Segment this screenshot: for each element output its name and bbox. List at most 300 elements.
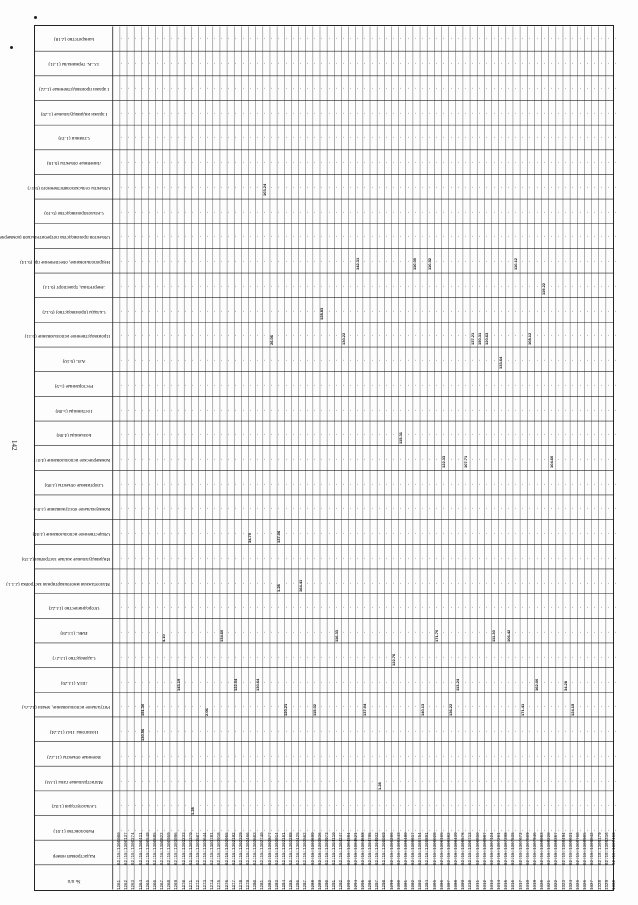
row-number: 1265 — [147, 880, 151, 890]
empty-cell-mark: - — [412, 38, 417, 39]
empty-cell-mark: - — [519, 483, 524, 484]
empty-cell-mark: - — [426, 211, 431, 212]
empty-cell-mark: - — [440, 88, 445, 89]
empty-cell-mark: - — [526, 632, 531, 633]
empty-cell-mark: - — [455, 459, 460, 460]
cadastral-number: 62:15:1303151 — [283, 833, 287, 866]
empty-cell-mark: - — [534, 483, 539, 484]
empty-cell-mark: - — [347, 236, 352, 237]
column-header-label: Огородничество (13.22) — [38, 604, 110, 610]
empty-cell-mark: - — [426, 384, 431, 385]
empty-cell-mark: - — [569, 731, 574, 732]
empty-cell-mark: - — [598, 261, 603, 262]
empty-cell-mark: - — [383, 607, 388, 608]
empty-cell-mark: - — [333, 459, 338, 460]
empty-cell-mark: - — [283, 186, 288, 187]
empty-cell-mark: - — [605, 780, 610, 781]
empty-cell-mark: - — [584, 88, 589, 89]
empty-cell-mark: - — [498, 162, 503, 163]
row-number: 1321 — [548, 880, 552, 890]
empty-cell-mark: - — [483, 360, 488, 361]
empty-cell-mark: - — [204, 657, 209, 658]
empty-cell-mark: - — [369, 681, 374, 682]
empty-cell-mark: - — [311, 112, 316, 113]
empty-cell-mark: - — [204, 409, 209, 410]
empty-cell-mark: - — [189, 261, 194, 262]
empty-cell-mark: - — [175, 533, 180, 534]
empty-cell-mark: - — [548, 63, 553, 64]
empty-cell-mark: - — [419, 162, 424, 163]
empty-cell-mark: - — [491, 657, 496, 658]
column-header — [35, 546, 113, 571]
empty-cell-mark: - — [354, 582, 359, 583]
empty-cell-mark: - — [304, 657, 309, 658]
empty-cell-mark: - — [311, 38, 316, 39]
empty-cell-mark: - — [469, 261, 474, 262]
empty-cell-mark: - — [132, 434, 137, 435]
empty-cell-mark: - — [175, 236, 180, 237]
empty-cell-mark: - — [577, 830, 582, 831]
empty-cell-mark: - — [225, 681, 230, 682]
empty-cell-mark: - — [433, 236, 438, 237]
column-header-label: Ритуальное использование, земли (12.25) — [38, 703, 110, 709]
empty-cell-mark: - — [261, 434, 266, 435]
empty-cell-mark: - — [211, 582, 216, 583]
empty-cell-mark: - — [311, 756, 316, 757]
empty-cell-mark: - — [304, 830, 309, 831]
empty-cell-mark: - — [297, 657, 302, 658]
empty-cell-mark: - — [297, 434, 302, 435]
empty-cell-mark: - — [426, 657, 431, 658]
empty-cell-mark: - — [448, 211, 453, 212]
empty-cell-mark: - — [361, 162, 366, 163]
empty-cell-mark: - — [455, 285, 460, 286]
empty-cell-mark: - — [448, 186, 453, 187]
table-cell-value: 137.04 — [362, 704, 367, 716]
empty-cell-mark: - — [577, 186, 582, 187]
empty-cell-mark: - — [175, 137, 180, 138]
empty-cell-mark: - — [333, 186, 338, 187]
empty-cell-mark: - — [476, 681, 481, 682]
empty-cell-mark: - — [440, 756, 445, 757]
empty-cell-mark: - — [132, 756, 137, 757]
empty-cell-mark: - — [182, 483, 187, 484]
empty-cell-mark: - — [591, 162, 596, 163]
column-header-label: Линейные объекты (6.18) — [38, 159, 110, 165]
empty-cell-mark: - — [211, 632, 216, 633]
empty-cell-mark: - — [268, 38, 273, 39]
cadastral-number: 62:15:1304658 — [362, 833, 366, 866]
empty-cell-mark: - — [569, 261, 574, 262]
empty-cell-mark: - — [146, 780, 151, 781]
scan-speck — [34, 16, 37, 19]
empty-cell-mark: - — [211, 211, 216, 212]
empty-cell-mark: - — [426, 310, 431, 311]
empty-cell-mark: - — [168, 38, 173, 39]
empty-cell-mark: - — [297, 261, 302, 262]
empty-cell-mark: - — [462, 756, 467, 757]
empty-cell-mark: - — [469, 706, 474, 707]
empty-cell-mark: - — [161, 533, 166, 534]
empty-cell-mark: - — [577, 409, 582, 410]
empty-cell-mark: - — [534, 657, 539, 658]
empty-cell-mark: - — [455, 162, 460, 163]
empty-cell-mark: - — [132, 384, 137, 385]
empty-cell-mark: - — [405, 384, 410, 385]
empty-cell-mark: - — [383, 112, 388, 113]
empty-cell-mark: - — [139, 632, 144, 633]
empty-cell-mark: - — [132, 731, 137, 732]
empty-cell-mark: - — [369, 731, 374, 732]
empty-cell-mark: - — [197, 756, 202, 757]
empty-cell-mark: - — [390, 186, 395, 187]
empty-cell-mark: - — [405, 38, 410, 39]
empty-cell-mark: - — [519, 558, 524, 559]
empty-cell-mark: - — [462, 731, 467, 732]
empty-cell-mark: - — [541, 236, 546, 237]
empty-cell-mark: - — [498, 756, 503, 757]
row-number: 1329 — [606, 880, 610, 890]
empty-cell-mark: - — [569, 607, 574, 608]
empty-cell-mark: - — [154, 384, 159, 385]
empty-cell-mark: - — [598, 186, 603, 187]
empty-cell-mark: - — [519, 805, 524, 806]
empty-cell-mark: - — [541, 162, 546, 163]
empty-cell-mark: - — [189, 756, 194, 757]
row-number: 1305 — [434, 880, 438, 890]
row-number: 1286 — [297, 880, 301, 890]
empty-cell-mark: - — [347, 632, 352, 633]
empty-cell-mark: - — [297, 483, 302, 484]
empty-cell-mark: - — [505, 310, 510, 311]
empty-cell-mark: - — [132, 112, 137, 113]
empty-cell-mark: - — [505, 137, 510, 138]
cadastral-number: 62:15:1307535 — [512, 833, 516, 866]
empty-cell-mark: - — [562, 830, 567, 831]
empty-cell-mark: - — [469, 137, 474, 138]
empty-cell-mark: - — [455, 335, 460, 336]
column-header — [35, 669, 113, 694]
empty-cell-mark: - — [376, 558, 381, 559]
empty-cell-mark: - — [197, 63, 202, 64]
empty-cell-mark: - — [433, 162, 438, 163]
empty-cell-mark: - — [333, 63, 338, 64]
empty-cell-mark: - — [569, 63, 574, 64]
empty-cell-mark: - — [146, 310, 151, 311]
empty-cell-mark: - — [548, 805, 553, 806]
empty-cell-mark: - — [562, 632, 567, 633]
empty-cell-mark: - — [247, 162, 252, 163]
table-cell-value: 137.21 — [470, 332, 475, 344]
empty-cell-mark: - — [591, 780, 596, 781]
empty-cell-mark: - — [118, 186, 123, 187]
empty-cell-mark: - — [326, 335, 331, 336]
empty-cell-mark: - — [240, 508, 245, 509]
empty-cell-mark: - — [118, 582, 123, 583]
empty-cell-mark: - — [440, 360, 445, 361]
empty-cell-mark: - — [240, 706, 245, 707]
empty-cell-mark: - — [297, 137, 302, 138]
column-header — [35, 818, 113, 843]
empty-cell-mark: - — [591, 706, 596, 707]
empty-cell-mark: - — [369, 112, 374, 113]
empty-cell-mark: - — [512, 508, 517, 509]
empty-cell-mark: - — [247, 285, 252, 286]
row-number: 1307 — [448, 880, 452, 890]
empty-cell-mark: - — [462, 533, 467, 534]
empty-cell-mark: - — [526, 186, 531, 187]
empty-cell-mark: - — [275, 38, 280, 39]
empty-cell-mark: - — [376, 38, 381, 39]
empty-cell-mark: - — [555, 211, 560, 212]
empty-cell-mark: - — [512, 335, 517, 336]
empty-cell-mark: - — [326, 607, 331, 608]
empty-cell-mark: - — [247, 261, 252, 262]
empty-cell-mark: - — [154, 558, 159, 559]
empty-cell-mark: - — [304, 88, 309, 89]
empty-cell-mark: - — [491, 285, 496, 286]
empty-cell-mark: - — [261, 533, 266, 534]
empty-cell-mark: - — [218, 780, 223, 781]
empty-cell-mark: - — [175, 211, 180, 212]
empty-cell-mark: - — [340, 558, 345, 559]
empty-cell-mark: - — [182, 706, 187, 707]
empty-cell-mark: - — [361, 434, 366, 435]
empty-cell-mark: - — [519, 459, 524, 460]
empty-cell-mark: - — [311, 681, 316, 682]
empty-cell-mark: - — [197, 409, 202, 410]
empty-cell-mark: - — [146, 88, 151, 89]
empty-cell-mark: - — [562, 335, 567, 336]
empty-cell-mark: - — [491, 706, 496, 707]
empty-cell-mark: - — [361, 137, 366, 138]
cadastral-number: 62:15:1304384 — [348, 833, 352, 866]
empty-cell-mark: - — [261, 607, 266, 608]
row-number: 1291 — [333, 880, 337, 890]
empty-cell-mark: - — [275, 483, 280, 484]
empty-cell-mark: - — [419, 483, 424, 484]
empty-cell-mark: - — [577, 360, 582, 361]
empty-cell-mark: - — [247, 582, 252, 583]
cadastral-number: 62:15:1300000 — [118, 833, 122, 866]
table-cell-value: 122.33 — [441, 456, 446, 468]
empty-cell-mark: - — [569, 459, 574, 460]
empty-cell-mark: - — [225, 335, 230, 336]
empty-cell-mark: - — [146, 681, 151, 682]
empty-cell-mark: - — [354, 830, 359, 831]
empty-cell-mark: - — [390, 558, 395, 559]
empty-cell-mark: - — [326, 459, 331, 460]
empty-cell-mark: - — [505, 780, 510, 781]
empty-cell-mark: - — [275, 285, 280, 286]
empty-cell-mark: - — [541, 310, 546, 311]
empty-cell-mark: - — [189, 558, 194, 559]
column-header — [35, 595, 113, 620]
empty-cell-mark: - — [512, 310, 517, 311]
empty-cell-mark: - — [455, 780, 460, 781]
empty-cell-mark: - — [254, 756, 259, 757]
empty-cell-mark: - — [197, 632, 202, 633]
empty-cell-mark: - — [168, 236, 173, 237]
empty-cell-mark: - — [569, 360, 574, 361]
empty-cell-mark: - — [426, 186, 431, 187]
column-header — [35, 694, 113, 719]
empty-cell-mark: - — [340, 310, 345, 311]
empty-cell-mark: - — [225, 731, 230, 732]
empty-cell-mark: - — [340, 112, 345, 113]
empty-cell-mark: - — [383, 310, 388, 311]
empty-cell-mark: - — [297, 360, 302, 361]
empty-cell-mark: - — [505, 805, 510, 806]
empty-cell-mark: - — [512, 360, 517, 361]
empty-cell-mark: - — [189, 63, 194, 64]
table-cell-value: 104.60 — [549, 456, 554, 468]
empty-cell-mark: - — [240, 756, 245, 757]
empty-cell-mark: - — [204, 88, 209, 89]
empty-cell-mark: - — [591, 409, 596, 410]
empty-cell-mark: - — [290, 63, 295, 64]
column-header-label: Гостиницы (5.08) — [38, 407, 110, 413]
empty-cell-mark: - — [440, 780, 445, 781]
empty-cell-mark: - — [440, 285, 445, 286]
empty-cell-mark: - — [369, 483, 374, 484]
empty-cell-mark: - — [569, 384, 574, 385]
empty-cell-mark: - — [361, 384, 366, 385]
empty-cell-mark: - — [211, 731, 216, 732]
empty-cell-mark: - — [369, 261, 374, 262]
empty-cell-mark: - — [584, 459, 589, 460]
empty-cell-mark: - — [240, 63, 245, 64]
empty-cell-mark: - — [197, 335, 202, 336]
empty-cell-mark: - — [261, 780, 266, 781]
empty-cell-mark: - — [275, 63, 280, 64]
empty-cell-mark: - — [182, 88, 187, 89]
empty-cell-mark: - — [548, 706, 553, 707]
empty-cell-mark: - — [605, 162, 610, 163]
empty-cell-mark: - — [541, 756, 546, 757]
empty-cell-mark: - — [512, 162, 517, 163]
empty-cell-mark: - — [555, 162, 560, 163]
empty-cell-mark: - — [605, 384, 610, 385]
empty-cell-mark: - — [290, 805, 295, 806]
empty-cell-mark: - — [598, 533, 603, 534]
empty-cell-mark: - — [591, 731, 596, 732]
empty-cell-mark: - — [440, 63, 445, 64]
empty-cell-mark: - — [598, 632, 603, 633]
empty-cell-mark: - — [146, 186, 151, 187]
table-cell-value: 150.31 — [477, 332, 482, 344]
empty-cell-mark: - — [146, 607, 151, 608]
empty-cell-mark: - — [498, 681, 503, 682]
empty-cell-mark: - — [405, 137, 410, 138]
empty-cell-mark: - — [534, 508, 539, 509]
empty-cell-mark: - — [225, 261, 230, 262]
empty-cell-mark: - — [505, 112, 510, 113]
table-cell-value: 151.30 — [140, 704, 145, 716]
empty-cell-mark: - — [612, 607, 617, 608]
empty-cell-mark: - — [455, 756, 460, 757]
empty-cell-mark: - — [433, 706, 438, 707]
empty-cell-mark: - — [433, 335, 438, 336]
column-header — [35, 471, 113, 496]
empty-cell-mark: - — [261, 558, 266, 559]
empty-cell-mark: - — [419, 310, 424, 311]
empty-cell-mark: - — [426, 360, 431, 361]
empty-cell-mark: - — [340, 409, 345, 410]
empty-cell-mark: - — [612, 310, 617, 311]
empty-cell-mark: - — [218, 211, 223, 212]
empty-cell-mark: - — [605, 261, 610, 262]
empty-cell-mark: - — [405, 607, 410, 608]
empty-cell-mark: - — [232, 731, 237, 732]
empty-cell-mark: - — [612, 236, 617, 237]
empty-cell-mark: - — [598, 483, 603, 484]
empty-cell-mark: - — [154, 681, 159, 682]
empty-cell-mark: - — [218, 805, 223, 806]
empty-cell-mark: - — [405, 310, 410, 311]
empty-cell-mark: - — [491, 310, 496, 311]
empty-cell-mark: - — [254, 780, 259, 781]
empty-cell-mark: - — [297, 731, 302, 732]
empty-cell-mark: - — [139, 162, 144, 163]
empty-cell-mark: - — [462, 434, 467, 435]
empty-cell-mark: - — [283, 459, 288, 460]
empty-cell-mark: - — [197, 731, 202, 732]
empty-cell-mark: - — [612, 830, 617, 831]
empty-cell-mark: - — [426, 607, 431, 608]
empty-cell-mark: - — [505, 236, 510, 237]
empty-cell-mark: - — [519, 434, 524, 435]
empty-cell-mark: - — [197, 780, 202, 781]
empty-cell-mark: - — [419, 360, 424, 361]
empty-cell-mark: - — [268, 805, 273, 806]
empty-cell-mark: - — [189, 162, 194, 163]
empty-cell-mark: - — [612, 805, 617, 806]
empty-cell-mark: - — [369, 137, 374, 138]
empty-cell-mark: - — [369, 236, 374, 237]
empty-cell-mark: - — [297, 632, 302, 633]
empty-cell-mark: - — [448, 63, 453, 64]
empty-cell-mark: - — [189, 186, 194, 187]
empty-cell-mark: - — [462, 112, 467, 113]
column-header — [35, 570, 113, 595]
empty-cell-mark: - — [397, 211, 402, 212]
empty-cell-mark: - — [433, 360, 438, 361]
empty-cell-mark: - — [397, 63, 402, 64]
empty-cell-mark: - — [591, 360, 596, 361]
empty-cell-mark: - — [491, 533, 496, 534]
empty-cell-mark: - — [189, 88, 194, 89]
empty-cell-mark: - — [197, 434, 202, 435]
empty-cell-mark: - — [390, 756, 395, 757]
empty-cell-mark: - — [512, 632, 517, 633]
empty-cell-mark: - — [340, 162, 345, 163]
empty-cell-mark: - — [290, 384, 295, 385]
empty-cell-mark: - — [562, 582, 567, 583]
empty-cell-mark: - — [562, 236, 567, 237]
empty-cell-mark: - — [354, 310, 359, 311]
empty-cell-mark: - — [261, 63, 266, 64]
empty-cell-mark: - — [283, 285, 288, 286]
empty-cell-mark: - — [612, 360, 617, 361]
empty-cell-mark: - — [261, 211, 266, 212]
empty-cell-mark: - — [569, 434, 574, 435]
empty-cell-mark: - — [290, 88, 295, 89]
empty-cell-mark: - — [290, 582, 295, 583]
empty-cell-mark: - — [369, 186, 374, 187]
empty-cell-mark: - — [304, 508, 309, 509]
empty-cell-mark: - — [154, 38, 159, 39]
